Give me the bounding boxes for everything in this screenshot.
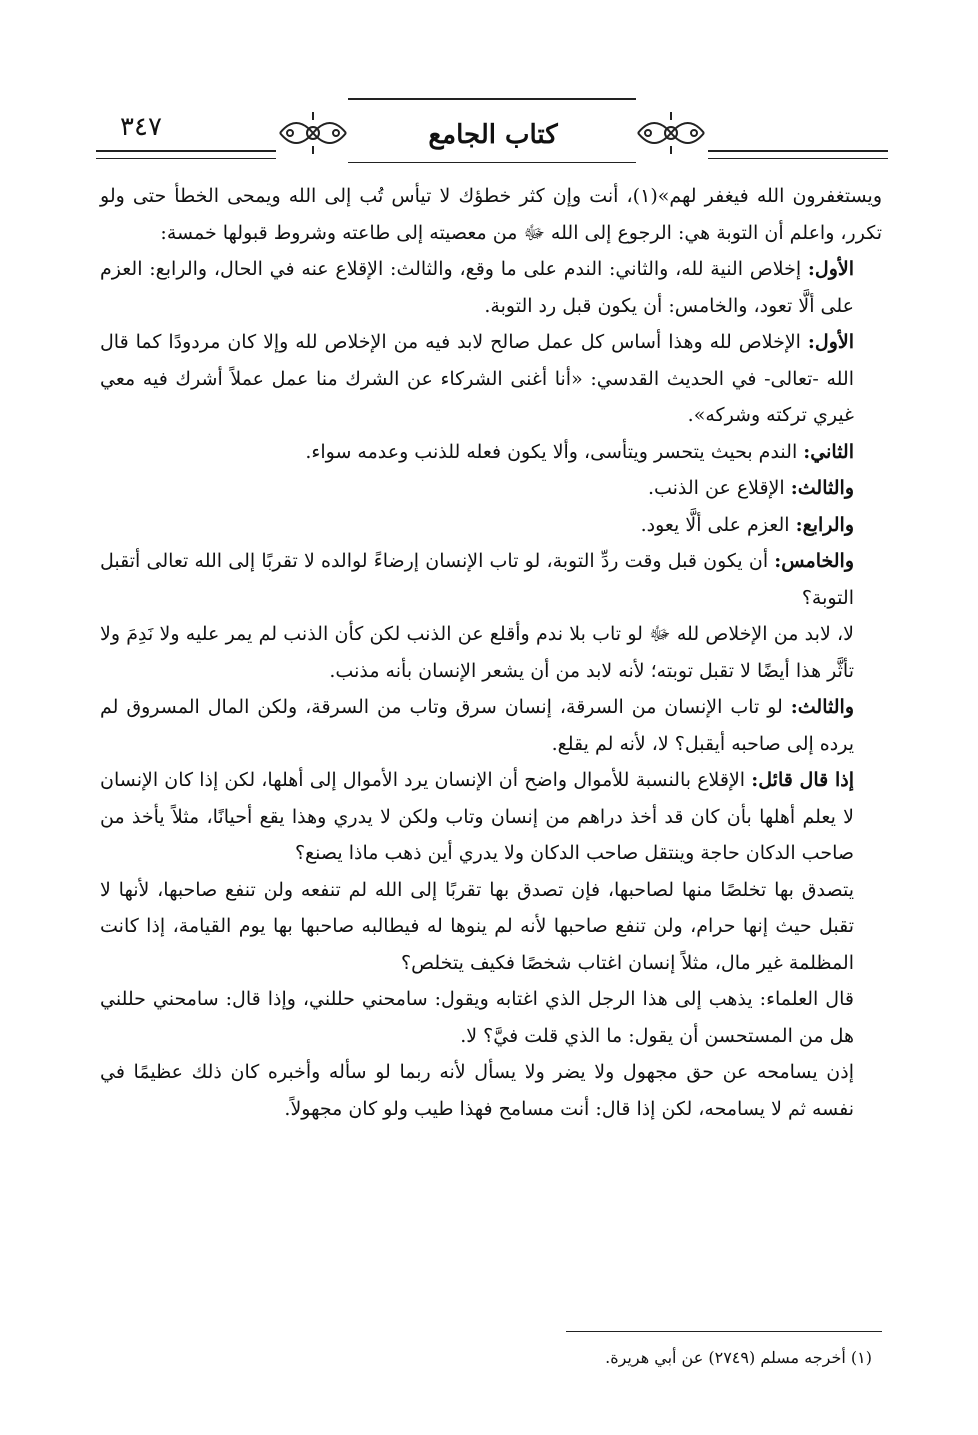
header-top-line: [348, 98, 636, 104]
paragraph-lead: والثالث:: [790, 696, 854, 718]
header-bottom-line: [348, 162, 636, 163]
paragraph-text: إذن يسامحه عن حق مجهول ولا يضر ولا يسأل لأنه ربما لو سأله وأخبره كان ذلك عظيمًا في نفسه ثم لا يسامحه، لكن إذا قال: أنت مسامح فهذا طيب ولو كان مجهولاً.: [100, 1061, 854, 1120]
paragraph: [100, 616, 882, 689]
paragraph-lead: والخامس:: [774, 550, 854, 572]
header-rule-left: [96, 150, 276, 159]
paragraph-text: العزم على ألَّا يعود.: [640, 513, 796, 536]
paragraph: [100, 470, 882, 507]
footnote: (١) أخرجه مسلم (٢٧٤٩) عن أبي هريرة.: [605, 1348, 872, 1367]
paragraph-text: قال العلماء: يذهب إلى هذا الرجل الذي اغتابه ويقول: سامحني حللني، وإذا قال: سامحني حللني هل من المستحسن أن يقول: ما الذي قلت فيَّ؟ لا.: [100, 988, 854, 1047]
paragraph-text: لو تاب الإنسان من السرقة، إنسان سرق وتاب من السرقة، ولكن المال المسروق لم يرده إلى صاحبه أيقبل؟ لا، لأنه لم يقلع.: [100, 696, 854, 755]
running-title: كتاب الجامع: [428, 120, 558, 150]
paragraph-text: ويستغفرون الله فيغفر لهم»(١)، أنت وإن كثر خطؤك لا تيأس تُب إلى الله ويمحى الخطأ حتى ولو تكرر، واعلم أن التوبة هي: الرجوع إلى الله ﷻ من معصيته إلى طاعته وشروط قبولها خمسة:: [100, 185, 882, 244]
footnote-rule: [566, 1331, 882, 1332]
paragraph: [100, 178, 882, 251]
paragraph-text: يتصدق بها تخلصًا منها لصاحبها، فإن تصدق بها تقربًا إلى الله لم تنفعه ولن تنفع صاحبها، لأنها لا تقبل حيث إنها حرام، ولن تنفع صاحبها لأنه لم ينوها له فيطالبه صاحبها بها يوم القيامة، إذا كانت المظلمة غير مال، مثلاً إنسان اغتاب شخصًا فكيف يتخلص؟: [100, 878, 854, 974]
paragraph: [100, 434, 882, 471]
paragraph-text: الإقلاع بالنسبة للأموال واضح أن الإنسان يرد الأموال إلى أهلها، لكن إذا كان الإنسان لا يعلم أهلها بأن كان قد أخذ دراهم من إنسان وتاب ولكن لا يدري وهذا يقع أحيانًا، مثلاً يأخذ من صاحب الدكان حاجة وينتقل صاحب الدكان ولا يدري أين ذهب ماذا يصنع؟: [100, 769, 854, 864]
paragraph: [100, 981, 882, 1054]
page-number: ٣٤٧: [120, 112, 162, 142]
paragraph: [100, 251, 882, 324]
paragraph: [100, 507, 882, 544]
paragraph-lead: والرابع:: [795, 513, 854, 536]
header-rule-right: [708, 150, 888, 159]
paragraph: [100, 762, 882, 872]
paragraph-text: لا، لابد من الإخلاص لله ﷻ لو تاب بلا ندم وأقلع عن الذنب لكن كأن الذنب لم يمر عليه ولا نَدِمَ ولا تأثَّر هذا أيضًا لا تقبل توبته؛ لأنه لابد من أن يشعر الإنسان بأنه مذنب.: [100, 623, 854, 682]
paragraph: [100, 689, 882, 762]
paragraph: [100, 543, 882, 616]
paragraph: [100, 872, 882, 982]
paragraph-text: أن يكون قبل وقت ردِّ التوبة، لو تاب الإنسان إرضاءً لوالده لا تقربًا إلى الله تعالى أتقبل التوبة؟: [100, 550, 854, 609]
paragraph-lead: إذا قال قائل:: [751, 769, 854, 791]
paragraph-text: الإقلاع عن الذنب.: [647, 477, 791, 499]
paragraph-lead: الثاني:: [803, 440, 854, 463]
paragraph-lead: الأول:: [807, 258, 854, 280]
ornament-right-icon: [636, 108, 706, 158]
paragraph-text: الإخلاص لله وهذا أساس كل عمل صالح لابد فيه من الإخلاص لله وإلا كان مردودًا كما قال الله -تعالى- في الحديث القدسي: «أنا أغنى الشركاء عن الشرك منا عمل عملاً أشرك فيه معي غيري تركته وشركه».: [100, 331, 854, 426]
paragraph-text: إخلاص النية لله، والثاني: الندم على ما وقع، والثالث: الإقلاع عنه في الحال، والرابع: العزم على ألَّا تعود، والخامس: أن يكون قبل رد التوبة.: [100, 258, 854, 317]
body-text: [100, 178, 882, 1127]
page-header: [96, 98, 888, 168]
paragraph-lead: الأول:: [807, 331, 854, 353]
paragraph-lead: والثالث:: [790, 477, 854, 499]
paragraph: [100, 1054, 882, 1127]
ornament-left-icon: [278, 108, 348, 158]
paragraph-text: الندم بحيث يتحسر ويتأسى، وألا يكون فعله للذنب وعدمه سواء.: [305, 440, 804, 463]
paragraph: [100, 324, 882, 434]
